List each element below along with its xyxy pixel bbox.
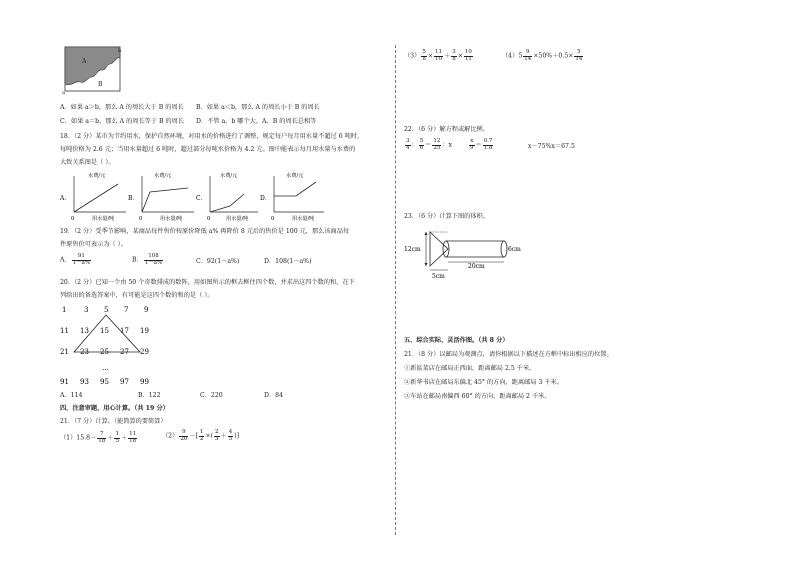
q18-graphs (58, 170, 328, 224)
q20-option-d: D．84 (264, 392, 284, 399)
q22-text: 22．（6 分）解方程或解比例。 (404, 126, 489, 133)
svg-text:B．: B． (128, 195, 139, 202)
q18-graph-d (260, 171, 324, 222)
q22-equation-3: x－75%x＝67.5 (528, 143, 575, 150)
q21-problem-2: （2） $\frac{9}{20}$ －[ $\frac{1}{2}$ ×( $\frac{2}{3}$ ＋ $\frac{4}{5}$ )] (162, 429, 240, 442)
svg-text:C．: C． (196, 195, 207, 202)
q20-number-grid (56, 302, 166, 388)
q17-option-b: B．如果 a＜b，那么 A 的周长小于 B 的周长 (196, 104, 320, 111)
svg-text:91: 91 (60, 378, 69, 386)
q17-figure (62, 44, 124, 96)
label-corner-a: a (62, 90, 65, 96)
q19-text-1: 19．（2 分）受季节影响，某商品每件售价按原价降低 a% 再降价 8 元后的售价是 100 元，那么该商品每 (60, 228, 350, 235)
svg-text:97: 97 (120, 378, 129, 386)
label-corner-b: b (118, 48, 122, 54)
svg-text:…: … (102, 364, 109, 372)
q24-item-2: ②新华书店在邮局东偏北 45° 的方向，距离邮局 3 千米。 (404, 379, 563, 386)
q20-text-1: 20．（2 分）已知一个由 50 个奇数排成的数阵，用如图所示的框去框住四个数，并求出这四个数的和，在下 (60, 279, 355, 286)
cylinder-end (501, 241, 507, 257)
q20-option-c: C．220 (200, 392, 223, 399)
svg-text:13: 13 (80, 327, 89, 335)
svg-text:29: 29 (140, 348, 149, 356)
label-6cm: 6cm (508, 246, 521, 253)
svg-text:1: 1 (62, 306, 67, 314)
section-5-heading: 五、综合实际，灵活作图。（共 8 分） (404, 337, 509, 344)
svg-text:15: 15 (100, 327, 109, 335)
label-20cm: 20cm (468, 263, 485, 270)
q17-option-a: A．如果 a＞b，那么 A 的周长大于 B 的周长 (60, 104, 184, 111)
q18-graph-a (59, 171, 126, 222)
q19-text-2: 件原售价可表示为（ ）。 (60, 241, 127, 248)
q21-problem-1: （1）15.8－ $\frac{7}{18}$ ＋ $\frac{1}{5}$ ＋ $\frac{11}{18}$ (60, 431, 137, 444)
q24-item-1: ①新區菜店在邮局正西面，距离邮局 2.5 千米。 (404, 365, 536, 372)
svg-text:0: 0 (71, 216, 75, 222)
svg-text:3: 3 (84, 306, 89, 314)
q17-option-c: C．如果 a＝b，那么 A 的周长等于 B 的周长 (60, 118, 185, 125)
svg-text:23: 23 (80, 348, 89, 356)
q18-text-2: 每吨价格为 2.6 元；当用水量超过 6 吨时，超过部分每吨水价格为 4.2 元。图中能表示每月用水量与水费的 (60, 146, 356, 153)
svg-text:25: 25 (100, 348, 109, 356)
label-5cm: 5cm (432, 273, 445, 280)
q22-equation-2: $\frac{x}{9}$ ＝ $\frac{0.7}{1.8}$ (470, 138, 493, 151)
svg-text:用水量/吨: 用水量/吨 (226, 216, 249, 222)
svg-text:7: 7 (124, 306, 129, 314)
q20-text-2: 列给出的备选答案中，有可能是这四个数的和的是（ ）。 (60, 292, 214, 299)
svg-text:93: 93 (80, 378, 89, 386)
svg-text:99: 99 (140, 378, 149, 386)
q20-option-a: A．114 (60, 392, 83, 399)
q17-option-d: D．不管 a、b 哪个大，A、B 的周长总相等 (196, 118, 317, 125)
section-4-heading: 四、注意审题，用心计算。（共 19 分） (60, 405, 169, 412)
svg-text:水费/元: 水费/元 (88, 173, 106, 179)
svg-text:5: 5 (104, 306, 109, 314)
svg-text:用水量/吨: 用水量/吨 (92, 216, 115, 222)
label-b: B (98, 81, 103, 88)
q21-text: 21．（7 分）计算。（能简算的要简算） (60, 418, 167, 425)
svg-text:27: 27 (120, 348, 129, 356)
svg-text:9: 9 (144, 306, 149, 314)
svg-text:0: 0 (139, 216, 143, 222)
svg-text:0: 0 (271, 216, 275, 222)
svg-text:21: 21 (60, 348, 69, 356)
svg-text:19: 19 (140, 327, 149, 335)
svg-text:17: 17 (120, 327, 129, 335)
svg-text:0: 0 (207, 216, 211, 222)
column-divider (395, 45, 396, 535)
q21-problem-4: （4）5 $\frac{9}{14}$ ×50%＋0.5× $\frac{5}{14}$ (502, 49, 583, 62)
svg-text:D．: D． (260, 195, 271, 202)
q21-problem-3: （3） $\frac{5}{8}$ × $\frac{11}{10}$ ＋ $\frac{3}{8}$ × $\frac{10}{11}$ (404, 49, 472, 62)
q24-text: 21．（8 分）以邮局为观测点，请你根据以下描述在方框中标出相应的位置。 (404, 351, 613, 358)
svg-text:用水量/吨: 用水量/吨 (160, 216, 183, 222)
q20-option-b: B．122 (138, 392, 161, 399)
svg-text:水费/元: 水费/元 (154, 173, 172, 179)
svg-text:11: 11 (60, 327, 69, 335)
cone-part (430, 232, 448, 266)
q22-equation-1: $\frac{3}{4}$ ： $\frac{5}{6}$ ＝ $\frac{12}{25}$ ：x (406, 138, 453, 151)
q18-text-3: 大致关系图是（ ）。 (60, 159, 115, 166)
q19-option-c: C．92(1－a%) (196, 258, 240, 265)
label-a: A (82, 58, 87, 65)
svg-text:水费/元: 水费/元 (220, 173, 238, 179)
q24-item-3: ③车站在邮局南偏西 60° 的方向，距离邮局 2 千米。 (404, 393, 551, 400)
q18-graph-b (128, 171, 194, 222)
svg-text:用水量/吨: 用水量/吨 (292, 216, 315, 222)
svg-text:95: 95 (100, 378, 109, 386)
label-12cm: 12cm (404, 246, 421, 253)
q23-solid-figure (404, 228, 534, 282)
svg-text:A．: A． (60, 195, 71, 202)
svg-text:水费/元: 水费/元 (286, 173, 304, 179)
q18-graph-c (196, 171, 258, 222)
q23-text: 23．（6 分）计算下图的体积。 (404, 213, 489, 220)
q19-option-a: A． $\frac{91}{1-a\%}$ (60, 253, 91, 266)
q19-option-b: B． $\frac{108}{1-a\%}$ (132, 253, 163, 266)
q19-option-d: D．108(1－a%) (264, 258, 312, 265)
q18-text-1: 18．（2 分）某市为节约用水，保护自然环境，对用水的价格进行了调整，规定每户每月用水量不超过 6 吨时， (60, 133, 364, 140)
